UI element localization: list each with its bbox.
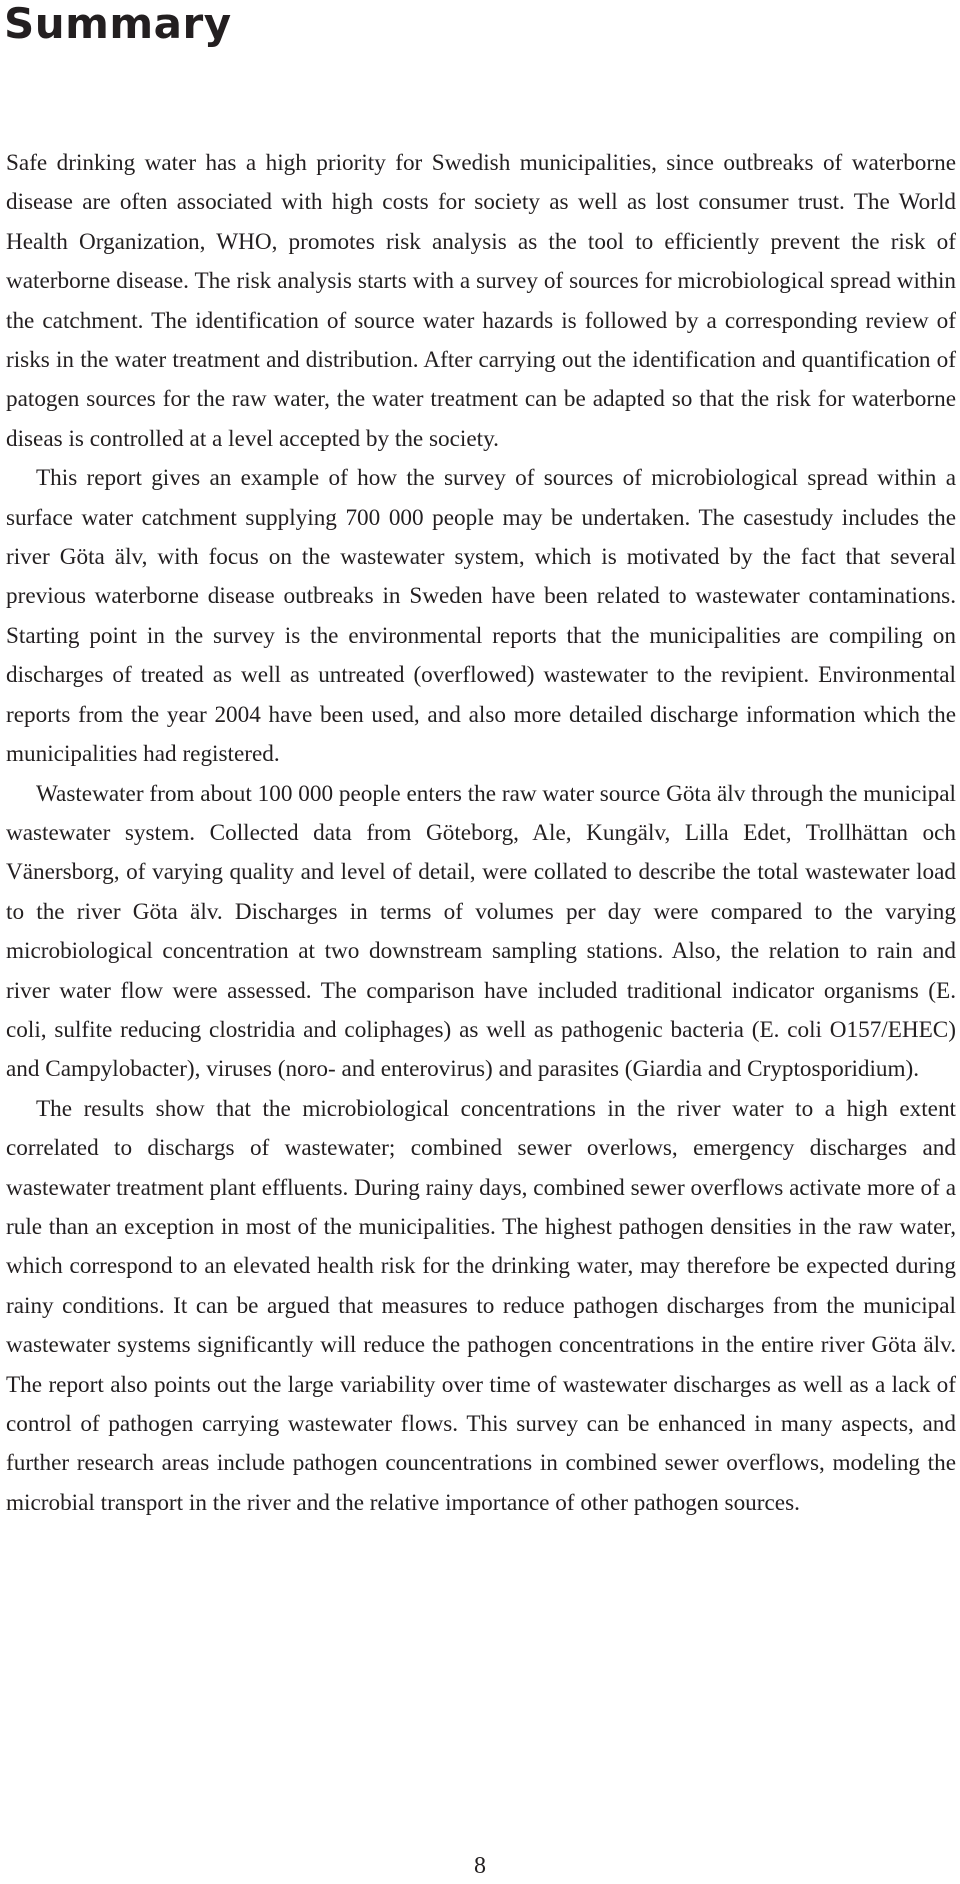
- paragraph-1: Safe drinking water has a high priority for Swedish municipalities, since outbreaks of waterborne disease are often associated with high costs for society as well as lost consumer trust. The World Health Organization, WHO, promotes risk analysis as the tool to efficiently prevent the risk of waterborne disease. The risk analysis starts with a survey of sources for microbiological spread within the catchment. The identification of source water hazards is followed by a corresponding review of risks in the water treatment and distribution. After carrying out the identification and quantification of patogen sources for the raw water, the water treatment can be adapted so that the risk for waterborne diseas is controlled at a level accepted by the society.: [6, 150, 956, 452]
- paragraph-3: Wastewater from about 100 000 people enters the raw water source Göta älv through the municipal wastewater system. Collected data from Göteborg, Ale, Kungälv, Lilla Edet, Trollhättan och Vänersborg, of varying quality and level of detail, were collated to describe the total wastewater load to the river Göta älv. Discharges in terms of volumes per day were compared to the varying microbiological concentration at two downstream sampling stations. Also, the relation to rain and river water flow were assessed. The comparison have included traditional indicator organisms (E. coli, sulfite reducing clostridia and coliphages) as well as pathogenic bacteria (E. coli O157/EHEC) and Campylobacter), viruses (noro- and enterovirus) and parasites (Giardia and Cryptosporidium).: [6, 780, 956, 1083]
- paragraph-2: This report gives an example of how the survey of sources of microbiological spread within a surface water catchment supplying 700 000 people may be undertaken. The casestudy includes the river Göta älv, with focus on the wastewater system, which is motivated by the fact that several previous waterborne disease outbreaks in Sweden have been related to wastewater contaminations. Starting point in the survey is the environmental reports that the municipalities are compiling on discharges of treated as well as untreated (overflowed) wastewater to the revipient. Environmental reports from the year 2004 have been used, and also more detailed discharge information which the municipalities had registered.: [6, 465, 956, 768]
- page-title: Summary: [4, 0, 232, 48]
- summary-body: [6, 144, 956, 1523]
- paragraph-4: The results show that the microbiological concentrations in the river water to a high extent correlated to dischargs of wastewater; combined sewer overlows, emergency discharges and wastewater treatment plant effluents. During rainy days, combined sewer overflows activate more of a rule than an exception in most of the municipalities. The highest pathogen densities in the raw water, which correspond to an elevated health risk for the drinking water, may therefore be expected during rainy conditions. It can be argued that measures to reduce pathogen discharges from the municipal wastewater systems significantly will reduce the pathogen concentrations in the entire river Göta älv. The report also points out the large variability over time of wastewater discharges as well as a lack of control of pathogen carrying wastewater flows. This survey can be enhanced in many aspects, and further research areas include pathogen councentrations in combined sewer overflows, modeling the microbial transport in the river and the relative importance of other pathogen sources.: [6, 1095, 956, 1516]
- page-number: 8: [474, 1853, 486, 1879]
